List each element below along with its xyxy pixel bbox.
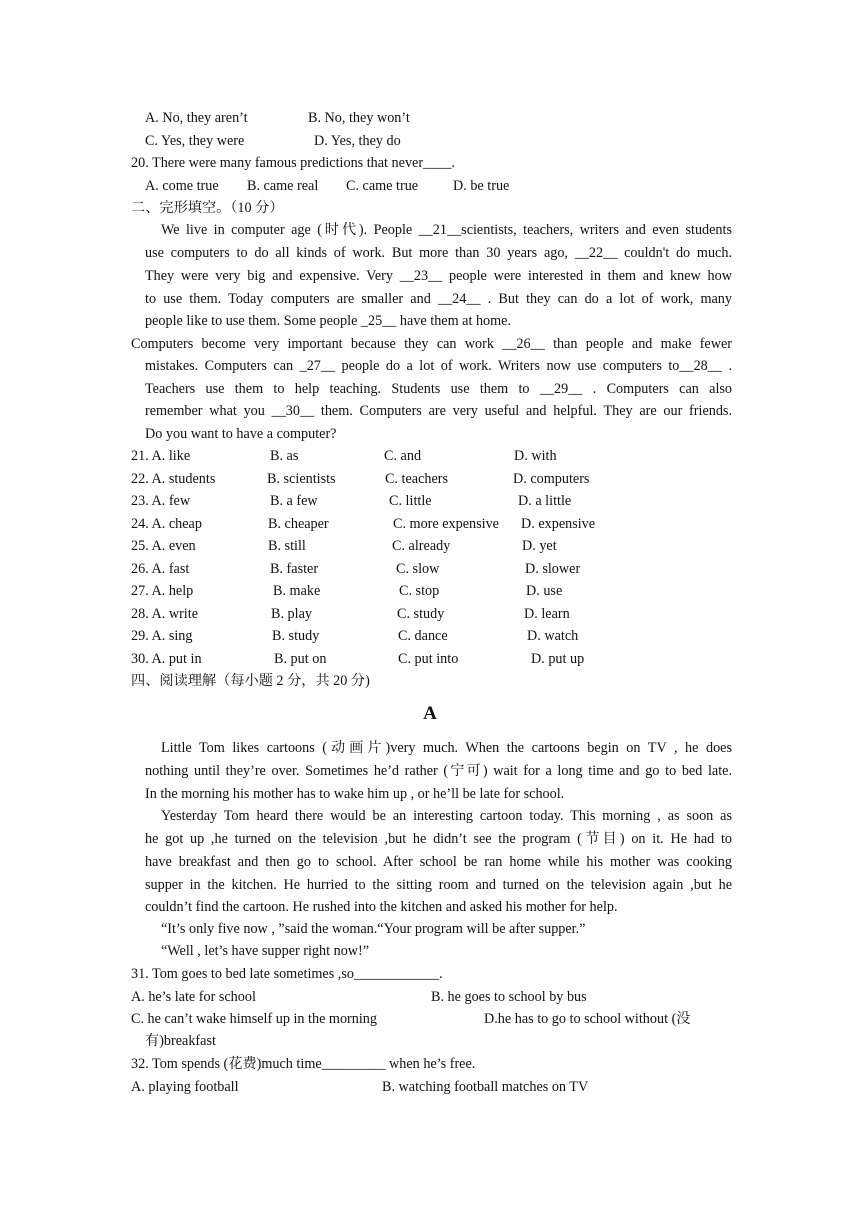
- option-28a: 28. A. write: [131, 606, 198, 622]
- option-27a: 27. A. help: [131, 583, 194, 599]
- q31-option-d: D.he has to go to school without (没: [484, 1011, 691, 1027]
- q32-option-b: B. watching football matches on TV: [382, 1079, 589, 1095]
- option-29c: C. dance: [398, 628, 448, 644]
- q19-option-b: B. No, they won’t: [308, 110, 410, 126]
- option-21b: B. as: [270, 448, 299, 464]
- cloze-line: people like to use them. Some people _25__ have them at home.: [145, 313, 512, 329]
- cloze-line: Computers become very important because they can work __26__ than people and make fewer: [131, 336, 732, 352]
- q31-stem: 31. Tom goes to bed late sometimes ,so____________.: [131, 966, 443, 982]
- q19-option-c: C. Yes, they were: [145, 133, 245, 149]
- q20-option-d: D. be true: [453, 178, 510, 194]
- cloze-line: Do you want to have a computer?: [145, 426, 337, 442]
- q19-option-d: D. Yes, they do: [314, 133, 401, 149]
- passage-label: A: [423, 703, 437, 724]
- option-23b: B. a few: [270, 493, 318, 509]
- q31-option-a: A. he’s late for school: [131, 989, 256, 1005]
- cloze-line: They were very big and expensive. Very __23__ people were interested in them and knew how: [145, 268, 732, 284]
- option-25c: C. already: [392, 538, 451, 554]
- passage-line: Yesterday Tom heard there would be an interesting cartoon today. This morning , as soon as: [161, 808, 732, 824]
- option-26b: B. faster: [270, 561, 319, 577]
- option-23d: D. a little: [518, 493, 572, 509]
- q20-option-a: A. come true: [145, 178, 219, 194]
- option-22c: C. teachers: [385, 471, 449, 487]
- option-28d: D. learn: [524, 606, 570, 622]
- option-27d: D. use: [526, 583, 563, 599]
- q31-option-c: C. he can’t wake himself up in the morning: [131, 1011, 377, 1027]
- passage-line: Little Tom likes cartoons (动画片)very much. When the cartoons begin on TV , he does: [161, 740, 732, 756]
- option-24b: B. cheaper: [268, 516, 329, 532]
- section-title-reading: 四、阅读理解（每小题 2 分，共 20 分): [131, 673, 370, 689]
- passage-line: have breakfast and then go to school. After school be ran home while his mother was cooking: [145, 854, 732, 870]
- option-22d: D. computers: [513, 471, 590, 487]
- option-23c: C. little: [389, 493, 432, 509]
- option-29d: D. watch: [527, 628, 579, 644]
- cloze-line: use computers to do all kinds of work. But more than 30 years ago, __22__ couldn't do much.: [145, 245, 732, 261]
- option-24a: 24. A. cheap: [131, 516, 202, 532]
- option-27b: B. make: [273, 583, 321, 599]
- option-26a: 26. A. fast: [131, 561, 190, 577]
- option-24c: C. more expensive: [393, 516, 499, 532]
- cloze-line: remember what you __30__ them. Computers are very useful and helpful. They are our friends.: [145, 403, 732, 419]
- passage-line: “It’s only five now , ”said the woman.“Your program will be after supper.”: [161, 921, 586, 937]
- option-30a: 30. A. put in: [131, 651, 202, 667]
- option-26d: D. slower: [525, 561, 581, 577]
- passage-line: couldn’t find the cartoon. He rushed into the kitchen and asked his mother for help.: [145, 899, 618, 915]
- option-28c: C. study: [397, 606, 445, 622]
- option-25b: B. still: [268, 538, 306, 554]
- q32-option-a: A. playing football: [131, 1079, 239, 1095]
- option-24d: D. expensive: [521, 516, 596, 532]
- cloze-line: mistakes. Computers can _27__ people do a lot of work. Writers now use computers to__28__ .: [145, 358, 732, 374]
- q20-stem: 20. There were many famous predictions that never____.: [131, 155, 455, 171]
- passage-line: he got up ,he turned on the television ,but he didn’t see the program (节目) on it. He had to: [145, 831, 732, 847]
- section-title-cloze: 二、完形填空。（10 分）: [131, 200, 284, 216]
- option-22b: B. scientists: [267, 471, 336, 487]
- option-28b: B. play: [271, 606, 312, 622]
- q31-option-d-cont: 有)breakfast: [145, 1033, 216, 1049]
- q20-option-c: C. came true: [346, 178, 419, 194]
- cloze-line: to use them. Today computers are smaller and __24__ . But they can do a lot of work, many: [145, 291, 732, 307]
- option-22a: 22. A. students: [131, 471, 216, 487]
- passage-line: “Well , let’s have supper right now!”: [161, 943, 370, 959]
- q32-stem: 32. Tom spends (花费)much time_________ when he’s free.: [131, 1056, 476, 1072]
- option-26c: C. slow: [396, 561, 440, 577]
- q20-option-b: B. came real: [247, 178, 319, 194]
- option-29a: 29. A. sing: [131, 628, 193, 644]
- option-25d: D. yet: [522, 538, 557, 554]
- option-21a: 21. A. like: [131, 448, 191, 464]
- option-29b: B. study: [272, 628, 320, 644]
- option-30d: D. put up: [531, 651, 585, 667]
- q31-option-b: B. he goes to school by bus: [431, 989, 587, 1005]
- q19-option-a: A. No, they aren’t: [145, 110, 248, 126]
- option-30b: B. put on: [274, 651, 327, 667]
- option-21d: D. with: [514, 448, 557, 464]
- passage-line: In the morning his mother has to wake him up , or he’ll be late for school.: [145, 786, 565, 802]
- option-25a: 25. A. even: [131, 538, 196, 554]
- passage-line: supper in the kitchen. He hurried to the sitting room and turned on the television again ,but he: [145, 877, 732, 893]
- cloze-line: Teachers use them to help teaching. Students use them to __29__ . Computers can also: [145, 381, 732, 397]
- option-27c: C. stop: [399, 583, 440, 599]
- passage-line: nothing until they’re over. Sometimes he’d rather (宁可) wait for a long time and go to bed late.: [145, 763, 732, 779]
- option-30c: C. put into: [398, 651, 459, 667]
- option-23a: 23. A. few: [131, 493, 191, 509]
- option-21c: C. and: [384, 448, 422, 464]
- cloze-line: We live in computer age (时代). People __21__scientists, teachers, writers and even students: [161, 222, 732, 238]
